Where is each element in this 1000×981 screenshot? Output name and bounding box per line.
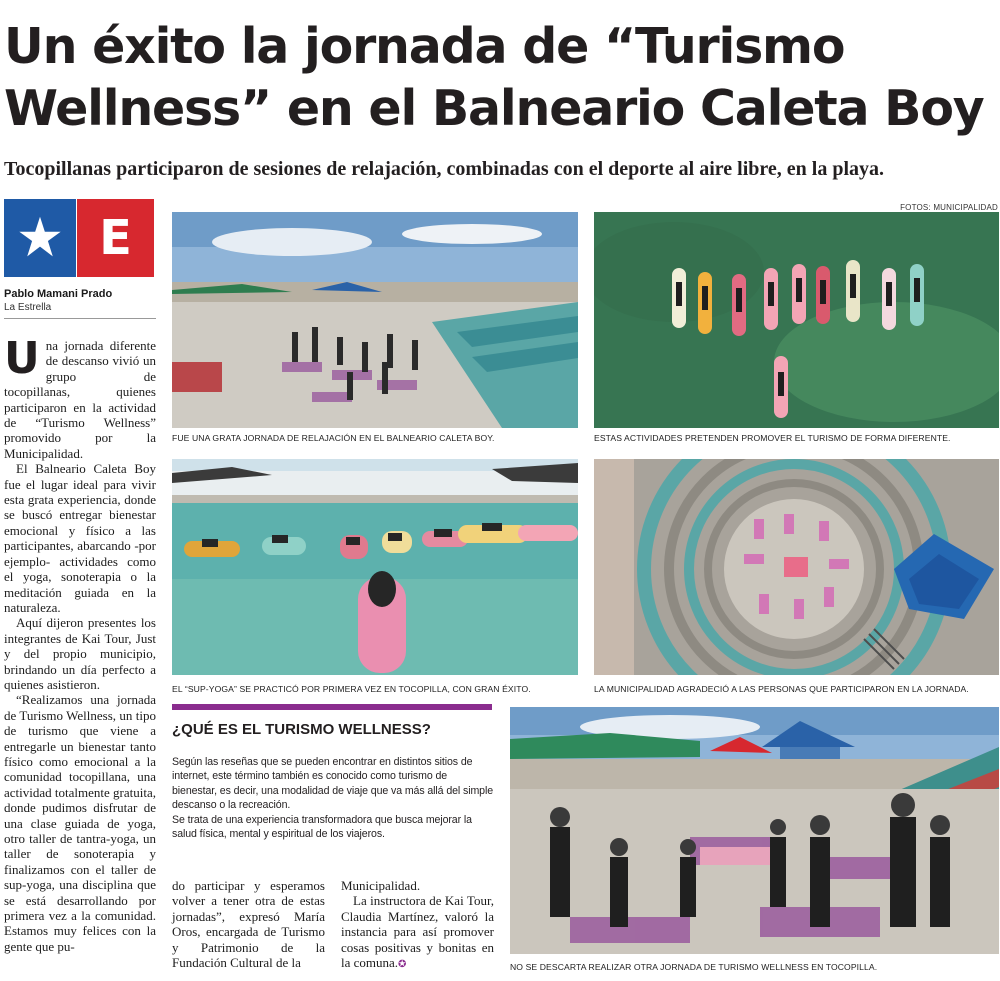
star-icon: [18, 215, 62, 259]
photo-sup-yoga: [172, 459, 578, 675]
subheadline: Tocopillanas participaron de sesiones de relajación, combinadas con el deporte al aire libre, en la playa.: [4, 158, 885, 180]
article-paragraph: Aquí dijeron presentes los integrantes de Kai Tour, Just y del propio municipio, brindando un día perfecto a quienes asistieron.: [4, 615, 156, 692]
caption-photo-3: EL “SUP-YOGA” SE PRACTICÓ POR PRIMERA VEZ EN TOCOPILLA, CON GRAN ÉXITO.: [172, 684, 531, 694]
article-paragraph: do participar y esperamos volver a tener otra de estas jornadas”, expresó María Oros, encargada de Turismo y Patrimonio de la Fundación Cultural de la: [172, 878, 325, 971]
photo-aerial-amphitheater: [594, 459, 999, 675]
byline-divider: [4, 318, 156, 319]
newspaper-logo: [4, 199, 154, 277]
article-paragraph: [341, 893, 494, 972]
photo-credit: FOTOS: MUNICIPALIDAD: [900, 203, 998, 212]
byline-outlet: La Estrella: [4, 302, 52, 313]
sidebar-paragraph: Se trata de una experiencia transformadora que busca mejorar la salud física, mental y espiritual de los viajeros.: [172, 813, 472, 841]
byline-author: Pablo Mamani Prado: [4, 288, 113, 300]
article-paragraph-text: na jornada diferente de descanso vivió un grupo de tocopillanas, quienes participaron en la actividad de “Turismo Wellness” promovido por la Municipalidad.: [4, 338, 156, 461]
logo-letter: E: [99, 210, 132, 266]
headline: Un éxito la jornada de “Turismo Wellness” en el Balneario Caleta Boy: [4, 18, 984, 137]
photo-yoga-promenade: [172, 212, 578, 428]
sidebar-paragraph: Según las reseñas que se pueden encontrar en distintos sitios de internet, este término también es conocido como turismo de bienestar, es decir, una modalidad de viaje que va más allá del simple descanso o la recreación.: [172, 756, 494, 812]
article-column-2: [172, 878, 325, 970]
photo-group-yoga: [510, 707, 999, 954]
article-column-3: [341, 878, 494, 972]
article-column-main: [4, 333, 156, 954]
photo-aerial-boards: [594, 212, 999, 428]
sidebar-body: [172, 755, 494, 841]
sidebar-accent-bar: [172, 704, 492, 710]
sidebar-title: ¿QUÉ ES EL TURISMO WELLNESS?: [172, 721, 431, 738]
caption-photo-4: LA MUNICIPALIDAD AGRADECIÓ A LAS PERSONAS QUE PARTICIPARON EN LA JORNADA.: [594, 684, 969, 694]
end-mark-icon: ✪: [398, 959, 407, 971]
article-paragraph-text: La instructora de Kai Tour, Claudia Martínez, valoró la instancia para así promover cosas positivas y bonitas en la comuna.: [341, 893, 494, 971]
article-paragraph: “Realizamos una jornada de Turismo Wellness, un tipo de turismo que viene a entregarle un bienestar tanto físico como emocional a la comunidad tocopillana, una actividad totalmente gratuita, donde pudimos disfrutar de una clase guiada de yoga, otro taller de tantra-yoga, un taller de sonoterapia y finalizamos con el taller de sup-yoga, una disciplina que se está desarrollando por primera vez a la comunidad. Estamos muy felices con la gente que pu-: [4, 692, 156, 954]
logo-red-panel: [77, 199, 154, 277]
logo-blue-panel: [4, 199, 76, 277]
caption-photo-1: FUE UNA GRATA JORNADA DE RELAJACIÓN EN EL BALNEARIO CALETA BOY.: [172, 433, 495, 443]
caption-photo-2: ESTAS ACTIVIDADES PRETENDEN PROMOVER EL TURISMO DE FORMA DIFERENTE.: [594, 433, 951, 443]
article-paragraph: El Balneario Caleta Boy fue el lugar ideal para vivir esta grata experiencia, donde se buscó entregar bienestar emocional y físico a las participantes, abarcando -por ejemplo- actividades como el yoga, sonoterapia o la meditación guiada en la naturaleza.: [4, 461, 156, 615]
article-paragraph: Municipalidad.: [341, 878, 421, 893]
drop-cap: U: [4, 333, 40, 384]
caption-photo-5: NO SE DESCARTA REALIZAR OTRA JORNADA DE TURISMO WELLNESS EN TOCOPILLA.: [510, 962, 878, 972]
article-paragraph: [4, 333, 156, 461]
